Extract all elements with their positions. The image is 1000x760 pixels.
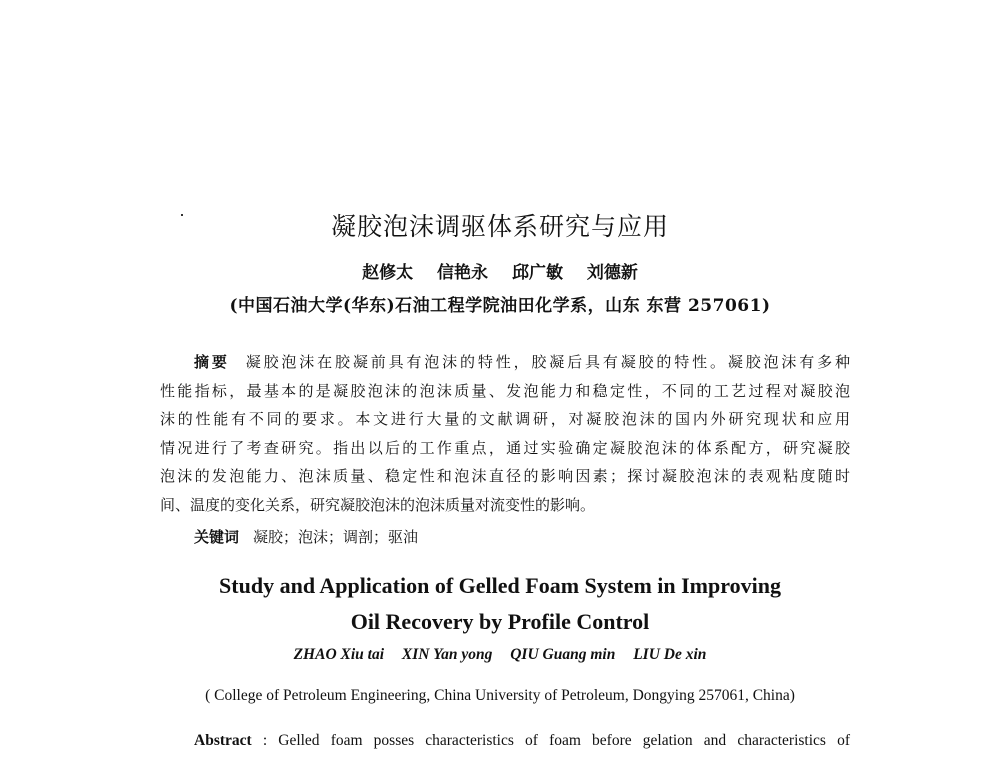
author-4: 刘德新 [586,263,638,283]
english-title-line-1: Study and Application of Gelled Foam System in Improving [219,573,781,598]
abstract-line-1 [160,348,850,377]
en-author-2: XIN Yan yong [401,646,493,663]
author-3: 邱广敏 [511,263,563,283]
abstract-line-6: 间、温度的变化关系，研究凝胶泡沫的泡沫质量对流变性的影响。 [160,495,596,514]
english-abstract-text: : Gelled foam posses characteristics of foam before gelation and characteristics of [251,732,850,749]
abstract-label: 摘要 [194,353,230,371]
abstract-line-3: 沫的性能有不同的要求。本文进行大量的文献调研，对凝胶泡沫的国内外研究现状和应用 [160,410,850,429]
chinese-title: 凝胶泡沫调驱体系研究与应用 [330,212,669,241]
en-author-1: ZHAO Xiu tai [293,646,385,663]
chinese-affiliation: (中国石油大学(华东)石油工程学院油田化学系，山东 东营 257061) [229,296,771,316]
english-title-line-2: Oil Recovery by Profile Control [350,609,650,634]
abstract-line-4: 情况进行了考查研究。指出以后的工作重点，通过实验确定凝胶泡沫的体系配方，研究凝胶 [160,438,850,457]
keywords-label: 关键词 [194,528,240,546]
en-author-3: QIU Guang min [510,646,616,663]
english-authors [0,646,1000,664]
english-title [0,568,1000,640]
chinese-authors [0,258,1000,283]
abstract-line-5: 泡沫的发泡能力、泡沫质量、稳定性和泡沫直径的影响因素；探讨凝胶泡沫的表观粘度随时 [160,467,850,486]
keywords-terms: 凝胶；泡沫；调剖；驱油 [253,528,419,546]
author-2: 信艳永 [437,263,489,283]
english-abstract-label: Abstract [194,732,252,749]
english-abstract [194,732,850,750]
chinese-abstract [160,348,850,520]
abstract-line-1-text: 凝胶泡沫在胶凝前具有泡沫的特性，胶凝后具有凝胶的特性。凝胶泡沫有多种 [245,353,850,371]
author-1: 赵修太 [362,263,414,283]
english-affiliation: ( College of Petroleum Engineering, China University of Petroleum, Dongying 257061, China) [205,687,795,704]
en-author-4: LIU De xin [633,646,707,663]
chinese-keywords [194,526,418,547]
abstract-line-2: 性能指标，最基本的是凝胶泡沫的泡沫质量、发泡能力和稳定性，不同的工艺过程对凝胶泡 [160,381,850,400]
